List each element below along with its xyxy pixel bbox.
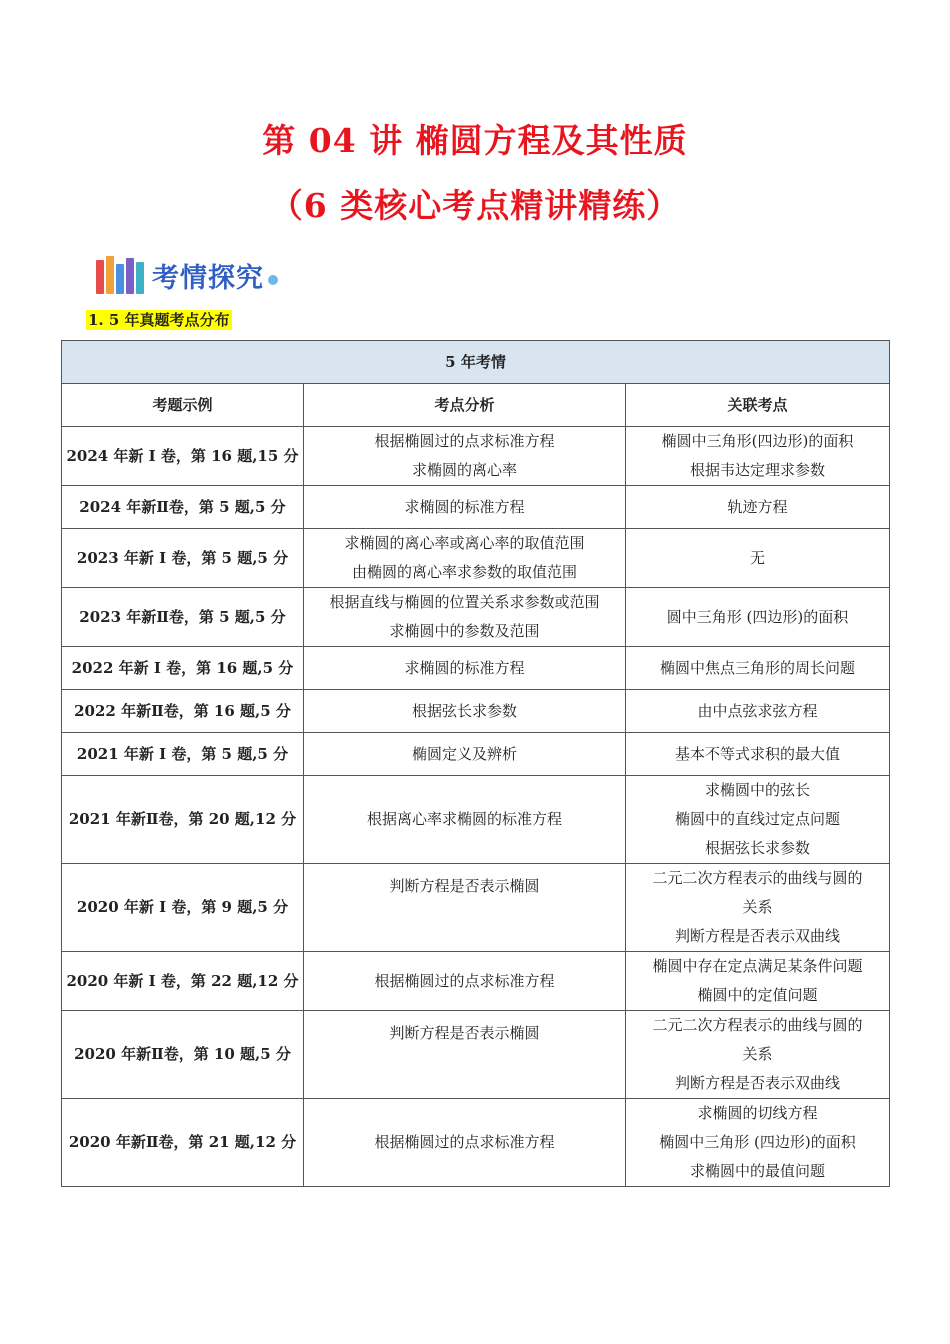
- cell-analysis: [304, 427, 626, 486]
- cell-line: 求椭圆中的弦长: [705, 781, 811, 799]
- cell-line: 判断方程是否表示双曲线: [675, 927, 841, 945]
- cell-related: [626, 733, 890, 776]
- cell-line: 根据椭圆过的点求标准方程: [374, 1133, 555, 1151]
- cell-analysis: [304, 1011, 626, 1099]
- cell-exam: 2023 年新 I 卷，第 5 题,5 分: [62, 529, 304, 588]
- cell-line: 根据椭圆过的点求标准方程: [374, 432, 555, 450]
- page-title: 第 04 讲 椭圆方程及其性质: [262, 121, 688, 160]
- cell-line: 求椭圆中的参数及范围: [389, 622, 540, 640]
- exam-table: [61, 340, 890, 1187]
- table-row: [62, 1099, 890, 1187]
- cell-line: 根据离心率求椭圆的标准方程: [366, 810, 562, 828]
- cell-line: 根据弦长求参数: [705, 839, 811, 857]
- cell-related: [626, 427, 890, 486]
- cell-line: 轨迹方程: [727, 497, 788, 516]
- cell-line: 求椭圆的离心率或离心率的取值范围: [344, 534, 585, 552]
- cell-analysis: [304, 733, 626, 776]
- cell-related: [626, 864, 890, 952]
- book-spine: [106, 256, 114, 294]
- cell-line: 椭圆定义及辨析: [411, 744, 517, 763]
- cell-line: 求椭圆的离心率: [411, 461, 517, 479]
- table-row: [62, 864, 890, 952]
- table-row: [62, 952, 890, 1011]
- cell-exam: 2020 年新 I 卷，第 9 题,5 分: [62, 864, 304, 952]
- cell-analysis: [304, 1099, 626, 1187]
- cell-exam: 2022 年新 I 卷，第 16 题,5 分: [62, 647, 304, 690]
- cell-related: [626, 952, 890, 1011]
- cell-line: 求椭圆的标准方程: [404, 658, 525, 677]
- table-row: [62, 733, 890, 776]
- column-header-related: 关联考点: [626, 384, 890, 427]
- cell-analysis: [304, 690, 626, 733]
- cell-line: 由中点弦求弦方程: [697, 701, 818, 720]
- books-icon: [96, 256, 146, 294]
- book-spine: [116, 264, 124, 294]
- cell-line: 椭圆中存在定点满足某条件问题: [652, 957, 863, 975]
- cell-analysis: [304, 647, 626, 690]
- cell-line: 根据韦达定理求参数: [690, 461, 826, 479]
- cell-related: [626, 486, 890, 529]
- page-subtitle: （6 类核心考点精讲精练）: [269, 186, 681, 225]
- dot-icon: [268, 275, 278, 285]
- cell-line: 二元二次方程表示的曲线与圆的: [652, 869, 863, 887]
- cell-exam: 2020 年新Ⅱ卷，第 10 题,5 分: [62, 1011, 304, 1099]
- cell-related: [626, 1099, 890, 1187]
- book-spine: [126, 258, 134, 294]
- table-row: [62, 588, 890, 647]
- cell-line: 椭圆中焦点三角形的周长问题: [660, 658, 856, 677]
- cell-exam: 2022 年新Ⅱ卷，第 16 题,5 分: [62, 690, 304, 733]
- cell-exam: 2021 年新 I 卷，第 5 题,5 分: [62, 733, 304, 776]
- table-row: [62, 529, 890, 588]
- cell-related: [626, 776, 890, 864]
- cell-line: 求椭圆的标准方程: [404, 497, 525, 516]
- cell-line: 根据弦长求参数: [411, 701, 517, 720]
- cell-analysis: [304, 486, 626, 529]
- cell-analysis: [304, 864, 626, 952]
- cell-line: 由椭圆的离心率求参数的取值范围: [351, 563, 577, 581]
- section-heading: 1. 5 年真题考点分布: [88, 311, 230, 329]
- cell-line: 无: [750, 548, 766, 567]
- cell-line: 椭圆中的直线过定点问题: [675, 810, 841, 828]
- cell-analysis: [304, 776, 626, 864]
- cell-related: [626, 529, 890, 588]
- cell-line: 椭圆中的定值问题: [697, 986, 818, 1004]
- cell-analysis: [304, 588, 626, 647]
- table-row: [62, 776, 890, 864]
- cell-line: 求椭圆的切线方程: [697, 1104, 818, 1122]
- cell-line: 判断方程是否表示椭圆: [389, 1024, 540, 1042]
- cell-line: 关系: [742, 1045, 773, 1063]
- table-row: [62, 1011, 890, 1099]
- cell-line: 求椭圆中的最值问题: [690, 1162, 826, 1180]
- cell-exam: 2024 年新Ⅱ卷，第 5 题,5 分: [62, 486, 304, 529]
- cell-line: 根据椭圆过的点求标准方程: [374, 971, 555, 990]
- cell-analysis: [304, 529, 626, 588]
- cell-exam: 2021 年新Ⅱ卷，第 20 题,12 分: [62, 776, 304, 864]
- cell-exam: 2020 年新Ⅱ卷，第 21 题,12 分: [62, 1099, 304, 1187]
- cell-line: 关系: [742, 898, 773, 916]
- book-spine: [96, 260, 104, 294]
- cell-related: [626, 1011, 890, 1099]
- cell-related: [626, 690, 890, 733]
- column-header-exam: 考题示例: [62, 384, 304, 427]
- cell-line: 判断方程是否表示双曲线: [675, 1074, 841, 1092]
- table-title: 5 年考情: [62, 341, 890, 384]
- cell-exam: 2023 年新Ⅱ卷，第 5 题,5 分: [62, 588, 304, 647]
- cell-line: 判断方程是否表示椭圆: [389, 877, 540, 895]
- book-spine: [136, 262, 144, 294]
- cell-exam: 2020 年新 I 卷，第 22 题,12 分: [62, 952, 304, 1011]
- table-row: [62, 427, 890, 486]
- cell-line: 椭圆中三角形(四边形)的面积: [661, 432, 854, 450]
- cell-line: 圆中三角形 (四边形)的面积: [666, 607, 849, 626]
- cell-line: 二元二次方程表示的曲线与圆的: [652, 1016, 863, 1034]
- cell-analysis: [304, 952, 626, 1011]
- column-header-analysis: 考点分析: [304, 384, 626, 427]
- badge-label: 考情探究: [152, 262, 264, 294]
- cell-line: 椭圆中三角形 (四边形)的面积: [659, 1133, 856, 1151]
- cell-exam: 2024 年新 I 卷，第 16 题,15 分: [62, 427, 304, 486]
- table-row: [62, 647, 890, 690]
- cell-line: 基本不等式求积的最大值: [675, 744, 841, 763]
- table-row: [62, 486, 890, 529]
- table-row: [62, 690, 890, 733]
- cell-related: [626, 647, 890, 690]
- cell-related: [626, 588, 890, 647]
- section-badge: [96, 255, 278, 295]
- cell-line: 根据直线与椭圆的位置关系求参数或范围: [329, 593, 600, 611]
